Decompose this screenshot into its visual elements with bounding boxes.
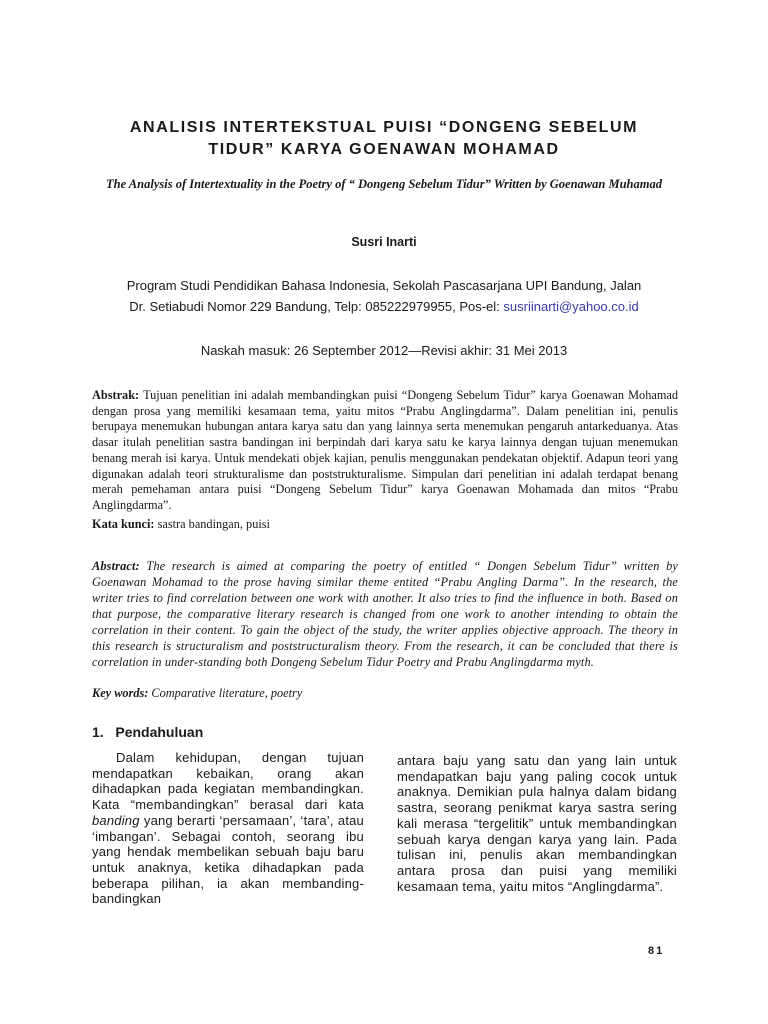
author-email-link[interactable]: susriinarti@yahoo.co.id xyxy=(503,299,639,314)
paper-title xyxy=(90,117,678,161)
key-words xyxy=(92,686,678,701)
author-name: Susri Inarti xyxy=(351,235,417,249)
abstrak-label: Abstrak: xyxy=(92,388,140,402)
affiliation-address: Dr. Setiabudi Nomor 229 Bandung, Telp: 085222979955, Pos-el: xyxy=(129,299,504,314)
title-line-1: ANALISIS INTERTEKSTUAL PUISI “DONGENG SEBELUM xyxy=(129,119,639,136)
affiliation-line-1: Program Studi Pendidikan Bahasa Indonesia, Sekolah Pascasarjana UPI Bandung, Jalan xyxy=(126,278,642,293)
kata-kunci-label: Kata kunci: xyxy=(92,517,155,531)
section-heading-pendahuluan xyxy=(92,724,203,740)
body-column-right: antara baju yang satu dan yang lain untuk mendapatkan baju yang paling cocok untuk anaknya. Demikian pula halnya dalam bidang sastra, seorang penikmat karya sastra sering kali merasa “tergelitik” untuk membandingkan sebuah karya dengan karya yang lain. Pada tulisan ini, penulis akan membandingkan antara prosa dan puisi yang memiliki kesamaan tema, yaitu mitos “Anglingdarma”. xyxy=(397,753,677,894)
abstract-text: The research is aimed at comparing the poetry of entitled “ Dongen Sebelum Tidur” written by Goenawan Mohamad to the prose having similar theme entited “Prabu Angling Darma”. In the research, the writer tries to find correlation between one work with another. It also tries to find the influence in both. Based on that purpose, the comparative literary research is changed from one work to another intending to obtain the correlation in their content. To gain the object of the study, the writer applies objective approach. The theory in this research is structuralism and poststructuralism theory. From the research, it can be concluded that there is correlation in under-standing both Dongeng Sebelum Tidur Poetry and Prabu Anglingdarma myth. xyxy=(92,559,678,669)
abstract-english xyxy=(92,558,678,670)
section-title: Pendahuluan xyxy=(115,724,204,740)
author-affiliation xyxy=(90,275,678,317)
manuscript-dates: Naskah masuk: 26 September 2012—Revisi akhir: 31 Mei 2013 xyxy=(200,343,568,358)
key-words-label: Key words: xyxy=(92,686,149,700)
affiliation-line-2 xyxy=(90,296,678,317)
body-left-text-2: yang berarti ‘persamaan’, ‘tara’, atau ‘imbangan’. Sebagai contoh, seorang ibu yang hendak membelikan sebuah baju baru untuk anaknya, ketika dihadapkan pada beberapa pilihan, ia akan membanding-bandingkan xyxy=(92,812,364,907)
abstrak-text: Tujuan penelitian ini adalah membandingkan puisi “Dongeng Sebelum Tidur” karya Goenawan Mohamad dengan prosa yang memiliki kesamaan tema, yaitu mitos “Prabu Anglingdarma”. Dalam penelitian ini, penulis berupaya menemukan hubungan antara karya satu dan yang lainnya serta menemukan pengaruh antarkeduanya. Atas dasar itulah penelitian sastra bandingan ini berpindah dari karya satu ke karya lainnya dengan tujuan menemukan benang merah isi karya. Untuk mendekati objek kajian, penulis menggunakan pendekatan objektif. Adapun teori yang digunakan adalah teori strukturalisme dan poststrukturalisme. Simpulan dari penelitian ini adalah terdapat benang merah pemehaman antara puisi “Dongeng Sebelum Tidur” karya Goenawan Mohamada dan mitos “Prabu Anglingdarma”. xyxy=(92,388,678,512)
body-left-italic: banding xyxy=(92,812,140,828)
abstrak-indonesian xyxy=(92,388,678,514)
title-line-2: TIDUR” KARYA GOENAWAN MOHAMAD xyxy=(208,141,560,158)
key-words-text: Comparative literature, poetry xyxy=(148,686,303,700)
page-number: 81 xyxy=(648,945,665,957)
body-left-text-1: Dalam kehidupan, dengan tujuan mendapatkan kebaikan, orang akan dihadapkan pada kegiatan membandingkan. Kata “membandingkan” berasal dari kata xyxy=(92,750,364,813)
kata-kunci xyxy=(92,517,678,532)
body-column-left xyxy=(92,750,364,907)
english-subtitle: The Analysis of Intertextuality in the Poetry of “ Dongeng Sebelum Tidur” Written by Goenawan Muhamad xyxy=(106,177,662,191)
kata-kunci-text: sastra bandingan, puisi xyxy=(154,517,270,531)
section-number: 1. xyxy=(92,724,104,740)
abstract-label: Abstract: xyxy=(92,559,140,573)
